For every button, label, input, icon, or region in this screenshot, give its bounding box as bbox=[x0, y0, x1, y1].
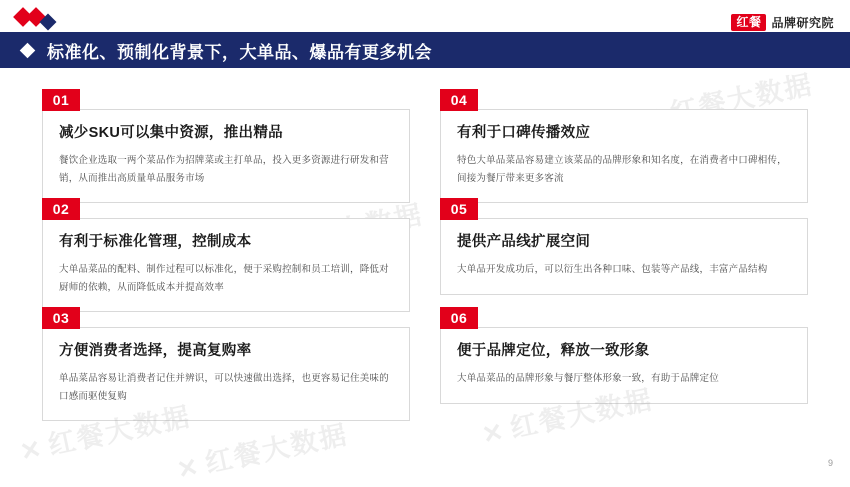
card-number-badge: 02 bbox=[42, 198, 80, 220]
card-title: 方便消费者选择，提高复购率 bbox=[59, 343, 252, 359]
card-title: 有利于口碑传播效应 bbox=[457, 125, 591, 141]
watermark-text: 红餐大数据 bbox=[202, 419, 351, 479]
brand-badge-mark: 红餐 bbox=[731, 14, 766, 31]
watermark-logo-icon: ✕ bbox=[17, 434, 46, 467]
card-text: 大单品开发成功后，可以衍生出各种口味、包装等产品线，丰富产品结构 bbox=[457, 264, 768, 276]
card-number-badge: 04 bbox=[440, 89, 478, 111]
card-text: 大单品菜品的配料、制作过程可以标准化，便于采购控制和员工培训，降低对厨师的依赖，从而降低成本并提高效率 bbox=[59, 264, 389, 293]
diamond-bullet-icon bbox=[20, 42, 36, 58]
info-card-05 bbox=[440, 201, 808, 295]
brand-badge bbox=[731, 12, 834, 32]
cards-board bbox=[0, 68, 850, 461]
brand-badge-sub: 品牌研究院 bbox=[771, 15, 834, 30]
card-text: 特色大单品菜品容易建立该菜品的品牌形象和知名度，在消费者中口碑相传，间接为餐厅带来更多客流 bbox=[457, 155, 787, 184]
watermark-text: 红餐大数据 bbox=[667, 69, 816, 129]
info-card-02 bbox=[42, 201, 410, 312]
watermark-logo-icon: ✕ bbox=[174, 452, 203, 485]
page-title: 标准化、预制化背景下，大单品、爆品有更多机会 bbox=[47, 42, 432, 62]
card-title: 有利于标准化管理，控制成本 bbox=[59, 234, 252, 250]
watermark-logo-icon: ✕ bbox=[479, 417, 508, 450]
card-title: 减少SKU可以集中资源，推出精品 bbox=[59, 125, 283, 141]
info-card-03 bbox=[42, 310, 410, 421]
card-text: 单品菜品容易让消费者记住并辨识，可以快速做出选择，也更容易记住美味的口感而驱使复购 bbox=[59, 373, 389, 402]
page-number: 9 bbox=[827, 458, 833, 468]
card-number-badge: 01 bbox=[42, 89, 80, 111]
slide-header bbox=[0, 32, 850, 68]
card-title: 便于品牌定位，释放一致形象 bbox=[457, 343, 650, 359]
card-text: 餐饮企业选取一两个菜品作为招牌菜或主打单品，投入更多资源进行研发和营销，从而推出高质量单品服务市场 bbox=[59, 155, 389, 184]
info-card-01 bbox=[42, 92, 410, 203]
card-number-badge: 03 bbox=[42, 307, 80, 329]
diamond-logo-icon bbox=[16, 10, 62, 32]
card-number-badge: 06 bbox=[440, 307, 478, 329]
card-text: 大单品菜品的品牌形象与餐厅整体形象一致，有助于品牌定位 bbox=[457, 373, 719, 385]
watermark-text: 红餐大数据 bbox=[507, 384, 656, 444]
card-number-badge: 05 bbox=[440, 198, 478, 220]
watermark-text: 红餐大数据 bbox=[45, 401, 194, 461]
info-card-06 bbox=[440, 310, 808, 404]
card-title: 提供产品线扩展空间 bbox=[457, 234, 591, 250]
